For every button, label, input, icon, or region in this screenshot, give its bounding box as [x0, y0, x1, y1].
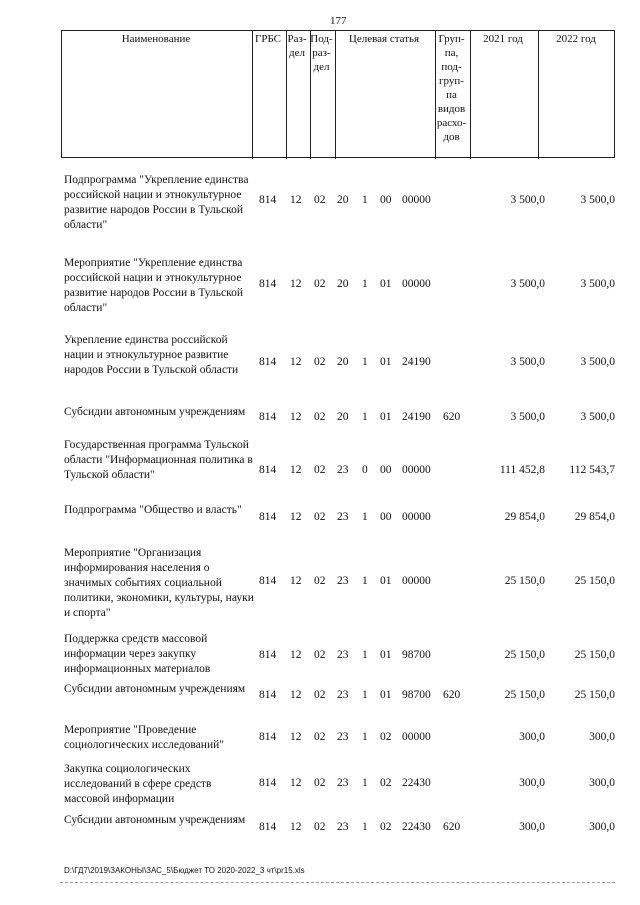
- target-direction-cell: 00000: [402, 731, 431, 743]
- target-event-cell: 02: [380, 731, 392, 743]
- value-2022: 112 543,7: [569, 464, 615, 476]
- podrazdel-cell: 02: [314, 511, 326, 523]
- target-program-cell: 20: [337, 278, 349, 290]
- header-podrazdel: Под- раз- дел: [310, 33, 333, 73]
- razdel-cell: 12: [290, 464, 302, 476]
- value-2021: 29 854,0: [504, 511, 545, 523]
- value-2022: 25 150,0: [574, 689, 615, 701]
- target-sub-cell: 1: [362, 649, 368, 661]
- target-sub-cell: 1: [362, 731, 368, 743]
- target-program-cell: 23: [337, 511, 349, 523]
- target-event-cell: 02: [380, 821, 392, 833]
- target-sub-cell: 1: [362, 777, 368, 789]
- value-2022: 300,0: [589, 777, 615, 789]
- grbs-cell: 814: [259, 194, 277, 206]
- row-name: Субсидии автономным учреждениям: [64, 814, 246, 826]
- razdel-cell: 12: [290, 649, 302, 661]
- target-direction-cell: 00000: [402, 194, 431, 206]
- razdel-cell: 12: [290, 821, 302, 833]
- target-sub-cell: 1: [362, 278, 368, 290]
- podrazdel-cell: 02: [314, 649, 326, 661]
- target-event-cell: 01: [380, 575, 392, 587]
- target-sub-cell: 1: [362, 575, 368, 587]
- value-2021: 300,0: [519, 821, 545, 833]
- grbs-cell: 814: [259, 464, 277, 476]
- razdel-cell: 12: [290, 575, 302, 587]
- podrazdel-cell: 02: [314, 464, 326, 476]
- row-name: Закупка социологических исследований в сфере средств массовой информации: [64, 763, 212, 805]
- group-cell: 620: [443, 821, 461, 833]
- value-2022: 300,0: [589, 731, 615, 743]
- grbs-cell: 814: [259, 689, 277, 701]
- row-name: Субсидии автономным учреждениям: [64, 406, 246, 418]
- value-2021: 25 150,0: [504, 689, 545, 701]
- header-grbs: ГРБС: [254, 33, 282, 45]
- target-event-cell: 00: [380, 194, 392, 206]
- target-program-cell: 23: [337, 649, 349, 661]
- file-path: D:\ГД7\2019\ЗАКОНЫ\ЗАС_5\Бюджет ТО 2020-2022_3 чт\pr15.xls: [64, 866, 305, 875]
- podrazdel-cell: 02: [314, 194, 326, 206]
- target-direction-cell: 98700: [402, 689, 431, 701]
- target-program-cell: 23: [337, 731, 349, 743]
- value-2022: 29 854,0: [574, 511, 615, 523]
- grbs-cell: 814: [259, 821, 277, 833]
- header-group: Груп- па, под- груп- па видов расхо- дов: [436, 33, 467, 143]
- podrazdel-cell: 02: [314, 278, 326, 290]
- razdel-cell: 12: [290, 194, 302, 206]
- page-number: 177: [330, 15, 347, 27]
- row-name: Укрепление единства российской нации и этнокультурное развитие народов России в Тульской области: [64, 334, 239, 376]
- target-event-cell: 01: [380, 356, 392, 368]
- target-event-cell: 01: [380, 689, 392, 701]
- value-2022: 3 500,0: [580, 194, 615, 206]
- target-sub-cell: 1: [362, 194, 368, 206]
- grbs-cell: 814: [259, 649, 277, 661]
- header-name: Наименование: [121, 33, 191, 45]
- target-direction-cell: 24190: [402, 411, 431, 423]
- podrazdel-cell: 02: [314, 731, 326, 743]
- target-program-cell: 23: [337, 821, 349, 833]
- razdel-cell: 12: [290, 777, 302, 789]
- podrazdel-cell: 02: [314, 777, 326, 789]
- target-sub-cell: 1: [362, 511, 368, 523]
- value-2021: 3 500,0: [510, 411, 545, 423]
- row-name: Поддержка средств массовой информации через закупку информационных материалов: [64, 633, 211, 675]
- grbs-cell: 814: [259, 777, 277, 789]
- target-sub-cell: 1: [362, 411, 368, 423]
- value-2021: 111 452,8: [499, 464, 545, 476]
- target-program-cell: 23: [337, 575, 349, 587]
- target-direction-cell: 98700: [402, 649, 431, 661]
- value-2021: 25 150,0: [504, 575, 545, 587]
- target-direction-cell: 24190: [402, 356, 431, 368]
- value-2022: 3 500,0: [580, 411, 615, 423]
- target-direction-cell: 22430: [402, 821, 431, 833]
- value-2021: 25 150,0: [504, 649, 545, 661]
- target-direction-cell: 00000: [402, 575, 431, 587]
- row-name: Государственная программа Тульской области "Информационная политика в Тульской области": [64, 439, 253, 481]
- target-direction-cell: 00000: [402, 511, 431, 523]
- header-razdel: Раз- дел: [287, 33, 307, 59]
- grbs-cell: 814: [259, 356, 277, 368]
- target-program-cell: 23: [337, 689, 349, 701]
- value-2022: 25 150,0: [574, 575, 615, 587]
- value-2022: 3 500,0: [580, 356, 615, 368]
- razdel-cell: 12: [290, 411, 302, 423]
- group-cell: 620: [443, 411, 461, 423]
- grbs-cell: 814: [259, 411, 277, 423]
- header-target: Целевая статья: [348, 33, 420, 45]
- value-2022: 300,0: [589, 821, 615, 833]
- podrazdel-cell: 02: [314, 575, 326, 587]
- grbs-cell: 814: [259, 511, 277, 523]
- razdel-cell: 12: [290, 511, 302, 523]
- podrazdel-cell: 02: [314, 356, 326, 368]
- target-sub-cell: 0: [362, 464, 368, 476]
- header-2022: 2022 год: [556, 33, 596, 45]
- target-program-cell: 20: [337, 194, 349, 206]
- podrazdel-cell: 02: [314, 821, 326, 833]
- value-2021: 300,0: [519, 731, 545, 743]
- target-event-cell: 02: [380, 777, 392, 789]
- razdel-cell: 12: [290, 689, 302, 701]
- value-2021: 300,0: [519, 777, 545, 789]
- razdel-cell: 12: [290, 731, 302, 743]
- target-direction-cell: 22430: [402, 777, 431, 789]
- target-event-cell: 00: [380, 464, 392, 476]
- value-2021: 3 500,0: [510, 278, 545, 290]
- row-name: Мероприятие "Укрепление единства российской нации и этнокультурное развитие народов России в Тульской области": [64, 257, 244, 314]
- target-event-cell: 00: [380, 511, 392, 523]
- row-name: Подпрограмма "Укрепление единства российской нации и этнокультурное развитие народов России в Тульской области": [64, 174, 249, 231]
- razdel-cell: 12: [290, 356, 302, 368]
- row-name: Мероприятие "Проведение социологических исследований": [64, 724, 224, 751]
- group-cell: 620: [443, 689, 461, 701]
- value-2022: 25 150,0: [574, 649, 615, 661]
- target-direction-cell: 00000: [402, 464, 431, 476]
- target-event-cell: 01: [380, 278, 392, 290]
- target-sub-cell: 1: [362, 821, 368, 833]
- footer-line: [60, 882, 615, 883]
- row-name: Субсидии автономным учреждениям: [64, 683, 246, 695]
- grbs-cell: 814: [259, 278, 277, 290]
- target-event-cell: 01: [380, 411, 392, 423]
- target-event-cell: 01: [380, 649, 392, 661]
- target-program-cell: 20: [337, 411, 349, 423]
- grbs-cell: 814: [259, 575, 277, 587]
- value-2022: 3 500,0: [580, 278, 615, 290]
- target-program-cell: 23: [337, 464, 349, 476]
- value-2021: 3 500,0: [510, 356, 545, 368]
- target-program-cell: 20: [337, 356, 349, 368]
- target-sub-cell: 1: [362, 356, 368, 368]
- razdel-cell: 12: [290, 278, 302, 290]
- target-program-cell: 23: [337, 777, 349, 789]
- podrazdel-cell: 02: [314, 411, 326, 423]
- target-sub-cell: 1: [362, 689, 368, 701]
- podrazdel-cell: 02: [314, 689, 326, 701]
- row-name: Подпрограмма "Общество и власть": [64, 504, 242, 516]
- grbs-cell: 814: [259, 731, 277, 743]
- target-direction-cell: 00000: [402, 278, 431, 290]
- table-header: [61, 30, 615, 158]
- value-2021: 3 500,0: [510, 194, 545, 206]
- row-name: Мероприятие "Организация информирования населения о значимых событиях социальной политики, экономики, культуры, науки и спорта": [64, 547, 254, 619]
- header-2021: 2021 год: [483, 33, 523, 45]
